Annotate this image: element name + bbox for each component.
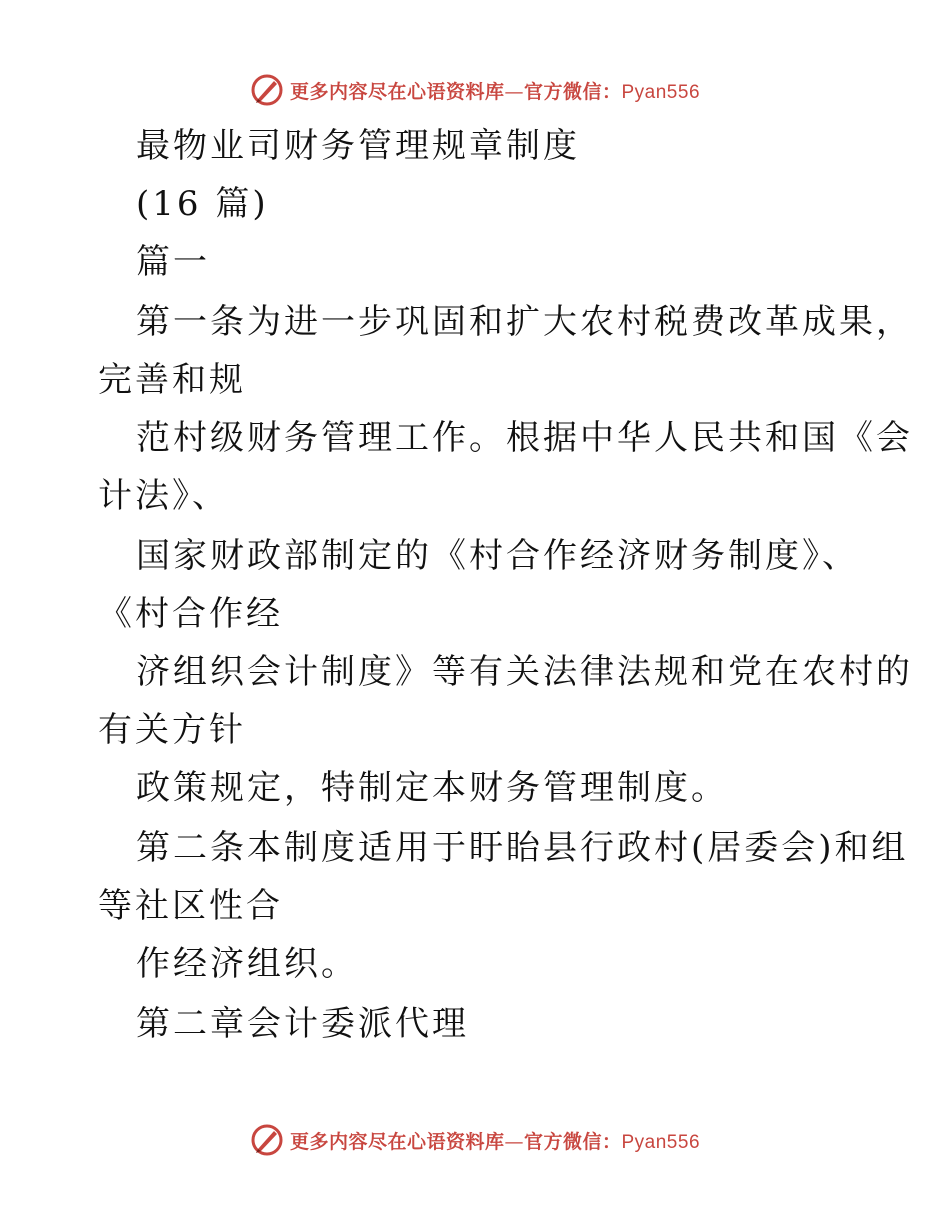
watermark-wechat-label: 官方微信： xyxy=(523,1130,622,1153)
paragraph-line: 范村级财务管理工作。根据中华人民共和国《会 xyxy=(136,418,913,458)
pen-seal-icon xyxy=(250,73,284,107)
paragraph-line: 计法》、 xyxy=(98,476,229,516)
watermark-wechat-id: Pyan556 xyxy=(621,1131,701,1153)
chapter-heading: 第二章会计委派代理 xyxy=(136,1004,469,1044)
paragraph-line: 等社区性合 xyxy=(98,886,283,926)
doc-title: 最物业司财务管理规章制度 xyxy=(136,126,580,166)
watermark-wechat-label: 官方微信： xyxy=(523,80,622,103)
paragraph-line: 完善和规 xyxy=(98,360,246,400)
watermark-main-text: 更多内容尽在心语资料库 xyxy=(289,1130,505,1153)
watermark-separator: — xyxy=(504,80,524,103)
header-watermark xyxy=(0,70,950,110)
section-heading: 篇一 xyxy=(136,242,210,282)
paragraph-line: 《村合作经 xyxy=(98,594,283,634)
watermark-text xyxy=(290,77,700,104)
footer-watermark xyxy=(0,1120,950,1160)
pen-seal-icon xyxy=(250,1123,284,1157)
watermark-text xyxy=(290,1127,700,1154)
paragraph-line: 第一条为进一步巩固和扩大农村税费改革成果， xyxy=(136,302,913,342)
paragraph-line: 政策规定，特制定本财务管理制度。 xyxy=(136,768,728,808)
doc-subtitle: (16 篇) xyxy=(136,184,269,224)
watermark-wechat-id: Pyan556 xyxy=(621,81,701,103)
paragraph-line: 作经济组织。 xyxy=(136,944,358,984)
watermark-separator: — xyxy=(504,1130,524,1153)
paragraph-line: 有关方针 xyxy=(98,710,246,750)
paragraph-line: 国家财政部制定的《村合作经济财务制度》、 xyxy=(136,536,859,576)
paragraph-line: 济组织会计制度》等有关法律法规和党在农村的 xyxy=(136,652,913,692)
paragraph-line: 第二条本制度适用于盱眙县行政村(居委会)和组 xyxy=(136,828,909,868)
watermark-main-text: 更多内容尽在心语资料库 xyxy=(289,80,505,103)
